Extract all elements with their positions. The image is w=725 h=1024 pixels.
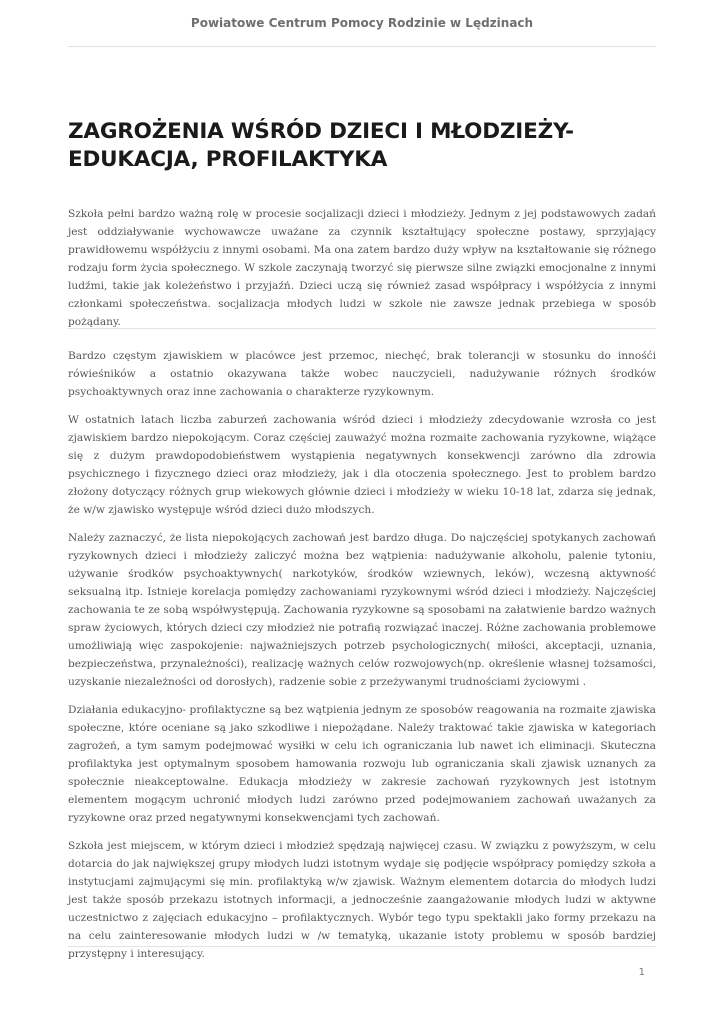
article-body [68, 347, 656, 973]
body-paragraph: Działania edukacyjno- profilaktyczne są bez wątpienia jednym ze sposobów reagowania na rozmaite zjawiska społeczne, które oceniane są jako szkodliwe i niepożądane. Należy traktować takie zjawiska w kategoriach zagrożeń, a tym samym podejmować wysiłki w celu ich ograniczania lub nawet ich eliminacji. Skuteczna profilaktyka jest optymalnym sposobem hamowania rozwoju lub ograniczania skali zjawisk uznanych za społecznie nieakceptowalne. Edukacja młodzieży w zakresie zachowań ryzykownych jest istotnym elementem mogącym uchronić młodych ludzi zarówno przed podejmowaniem zachowań uważanych za ryzykowne oraz przed negatywnymi konsekwencjami tych zachowań. [68, 704, 656, 824]
body-paragraph: Szkoła jest miejscem, w którym dzieci i młodzież spędzają najwięcej czasu. W związku z powyższym, w celu dotarcia do jak największej grupy młodych ludzi istotnym wydaje się podjęcie współpracy pomiędzy szkoła a instytucjami zajmującymi się min. profilaktyką w/w zjawisk. Ważnym elementem dotarcia do młodych ludzi jest także sposób przekazu istotnych informacji, a jednocześnie zaangażowanie młodych ludzi w aktywne uczestnictwo z zajęciach edukacyjno – profilaktycznych. Wybór tego typu spektakli jako formy przekazu na na celu zainteresowanie młodych ludzi w /w tematyką, ukazanie istoty problemu w sposób bardziej przystępny i interesujący. [68, 840, 656, 960]
site-title: Powiatowe Centrum Pomocy Rodzinie w Lędzinach [190, 16, 534, 30]
body-paragraph: W ostatnich latach liczba zaburzeń zachowania wśród dzieci i młodzieży zdecydowanie wzrosła co jest zjawiskiem bardzo niepokojącym. Coraz częściej zauważyć można rozmaite zachowania ryzykowne, wiążące się z dużym prawdopodobieństwem wystąpienia negatywnych konsekwencji zarówno dla zdrowia psychicznego i fizycznego dzieci oraz młodzieży, jak i dla otoczenia społecznego. Jest to problem bardzo złożony dotyczący różnych grup wiekowych głównie dzieci i młodzieży w wieku 10-18 lat, zdarza się jednak, że w/w zjawisko występuje wśród dzieci dużo młodszych. [68, 414, 656, 516]
lead-divider [68, 328, 656, 329]
header-divider [68, 46, 656, 47]
footer-divider [68, 946, 656, 947]
article-lead: Szkoła pełni bardzo ważną rolę w procesie socjalizacji dzieci i młodzieży. Jednym z jej podstawowych zadań jest oddziaływanie wychowawcze uważane za czynnik kształtujący społeczne postawy, sprzyjający prawidłowemu współżyciu z innymi osobami. Ma ona zatem bardzo duży wpływ na kształtowanie się różnego rodzaju form życia społecznego. W szkole zaczynają tworzyć się pierwsze silne związki emocjonalne z innymi ludźmi, takie jak koleżeństwo i przyjaźń. Dzieci uczą się również zasad współpracy i współżycia z innymi członkami społeczeństwa. socjalizacja młodych ludzi w szkole nie zawsze jednak przebiega w sposób pożądany. [68, 208, 656, 328]
body-paragraph: Bardzo częstym zjawiskiem w placówce jest przemoc, niechęć, brak tolerancji w stosunku do innośći rówieśników a ostatnio okazywana także wobec nauczycieli, nadużywanie różnych środków psychoaktywnych oraz inne zachowania o charakterze ryzykownym. [68, 350, 656, 398]
article-title: ZAGROŻENIA WŚRÓD DZIECI I MŁODZIEŻY-EDUKACJA, PROFILAKTYKA [68, 119, 574, 172]
body-paragraph: Należy zaznaczyć, że lista niepokojących zachowań jest bardzo długa. Do najczęściej spotykanych zachowań ryzykownych dzieci i młodzieży zaliczyć można bez wątpienia: nadużywanie alkoholu, palenie tytoniu, używanie środków psychoaktywnych( narkotyków, środków wziewnych, leków), wczesną aktywność seksualną itp. Istnieje korelacja pomiędzy zachowaniami ryzykownymi wśród dzieci i młodzieży. Najczęściej zachowania te ze sobą współwystępują. Zachowania ryzykowne są sposobami na załatwienie bardzo ważnych spraw życiowych, których dzieci czy młodzież nie potrafią rozwiązać inaczej. Różne zachowania problemowe umożliwiają więc zaspokojenie: najważniejszych potrzeb psychologicznych( miłości, akceptacji, uznania, bezpieczeństwa, przynależności), realizację ważnych celów rozwojowych(np. określenie własnej tożsamości, uzyskanie niezależności od dorosłych), radzenie sobie z przeżywanymi trudnościami życiowymi . [68, 532, 656, 688]
page-number: 1 [638, 967, 645, 978]
